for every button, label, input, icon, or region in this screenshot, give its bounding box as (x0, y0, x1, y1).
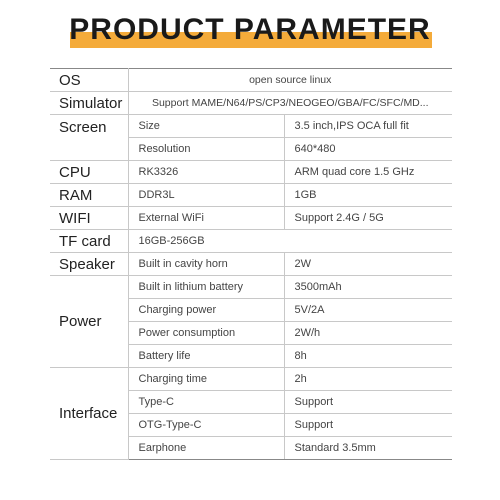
table-row-ram (50, 184, 452, 207)
row-name: Battery life (128, 345, 284, 368)
row-name: Type-C (128, 391, 284, 414)
row-name: Earphone (128, 437, 284, 460)
row-value: 640*480 (284, 138, 452, 161)
row-name: DDR3L (128, 184, 284, 207)
row-value: Support 2.4G / 5G (284, 207, 452, 230)
row-value: Support (284, 391, 452, 414)
table-row-speaker (50, 253, 452, 276)
row-value: 3500mAh (284, 276, 452, 299)
title-banner (0, 0, 500, 64)
table-row-interface-charging-time (50, 368, 452, 391)
row-label: Interface (50, 368, 128, 460)
table-row-wifi (50, 207, 452, 230)
row-label: WIFI (50, 207, 128, 230)
row-value: 1GB (284, 184, 452, 207)
row-label: Power (50, 276, 128, 368)
row-value: 8h (284, 345, 452, 368)
row-label: Screen (50, 115, 128, 161)
page-title: PRODUCT PARAMETER (69, 13, 431, 46)
row-label: OS (50, 69, 128, 92)
row-name: RK3326 (128, 161, 284, 184)
row-label: Speaker (50, 253, 128, 276)
row-value: Support (284, 414, 452, 437)
row-name: OTG-Type-C (128, 414, 284, 437)
row-value: 2W/h (284, 322, 452, 345)
row-name: Resolution (128, 138, 284, 161)
row-name: Power consumption (128, 322, 284, 345)
row-value: ARM quad core 1.5 GHz (284, 161, 452, 184)
table-row-cpu (50, 161, 452, 184)
row-name: External WiFi (128, 207, 284, 230)
row-value: open source linux (128, 69, 452, 92)
row-name: Charging time (128, 368, 284, 391)
row-value: Support MAME/N64/PS/CP3/NEOGEO/GBA/FC/SFC/MD... (128, 92, 452, 115)
row-name: Charging power (128, 299, 284, 322)
row-value: 2W (284, 253, 452, 276)
row-value: 16GB-256GB (128, 230, 452, 253)
row-name: Built in lithium battery (128, 276, 284, 299)
table-row-screen-size (50, 115, 452, 138)
table-row-simulator (50, 92, 452, 115)
row-name: Size (128, 115, 284, 138)
row-label: CPU (50, 161, 128, 184)
row-value: Standard 3.5mm (284, 437, 452, 460)
parameter-table (50, 68, 452, 460)
row-label: Simulator (50, 92, 128, 115)
row-value: 5V/2A (284, 299, 452, 322)
table-row-power-battery (50, 276, 452, 299)
row-label: TF card (50, 230, 128, 253)
row-value: 2h (284, 368, 452, 391)
table-row-tf-card (50, 230, 452, 253)
row-label: RAM (50, 184, 128, 207)
row-name: Built in cavity horn (128, 253, 284, 276)
row-value: 3.5 inch,IPS OCA full fit (284, 115, 452, 138)
table-row-os (50, 69, 452, 92)
